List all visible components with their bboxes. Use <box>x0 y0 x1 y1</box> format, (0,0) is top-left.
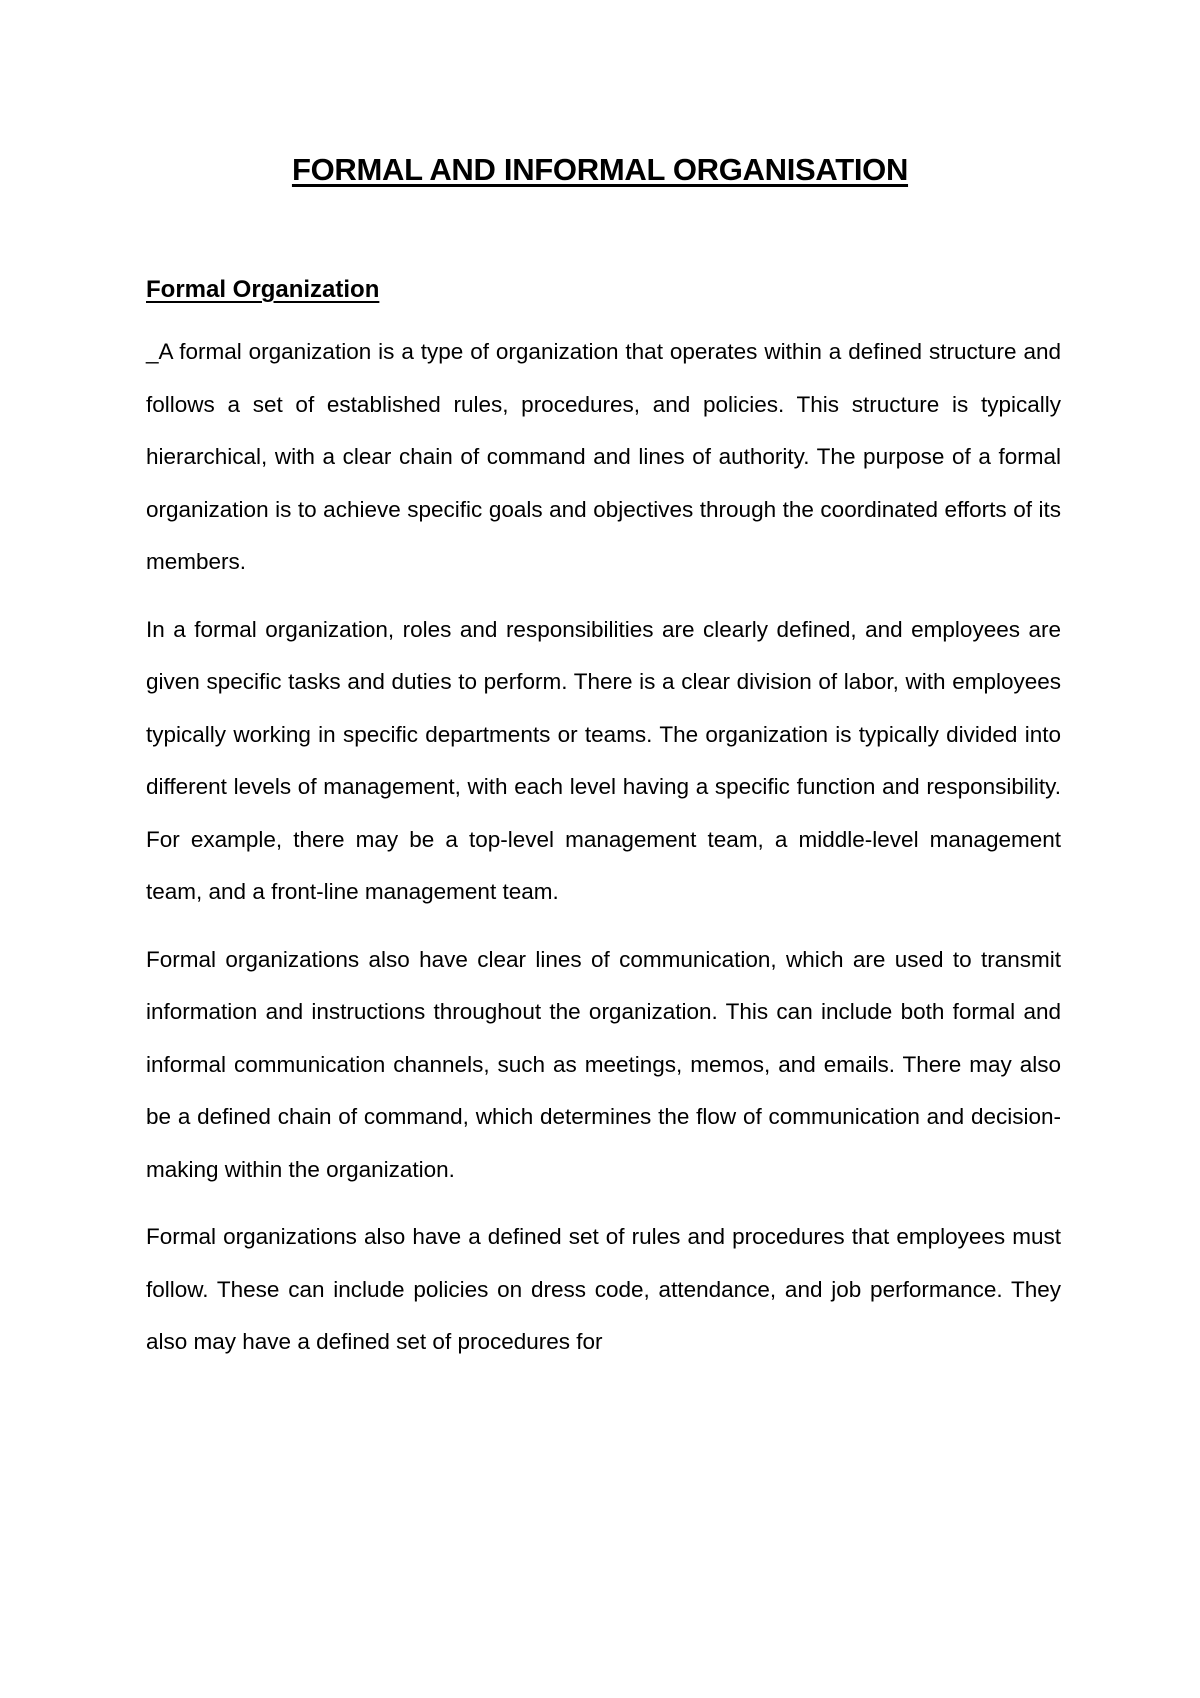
section-heading-formal-organization: Formal Organization <box>146 276 380 303</box>
document-title: FORMAL AND INFORMAL ORGANISATION <box>291 152 909 187</box>
paragraph-definition: _A formal organization is a type of organization that operates within a defined structure and follows a set of established rules, procedures, and policies. This structure is typically hierarchical, with a clear chain of command and lines of authority. The purpose of a formal organization is to achieve specific goals and objectives through the coordinated efforts of its members. <box>146 339 1061 574</box>
paragraph-communication: Formal organizations also have clear lines of communication, which are used to transmit information and instructions throughout the organization. This can include both formal and informal communication channels, such as meetings, memos, and emails. There may also be a defined chain of command, which determines the flow of communication and decision-making within the organization. <box>146 946 1061 1182</box>
document-body <box>146 272 1061 1384</box>
paragraph-roles: In a formal organization, roles and responsibilities are clearly defined, and employees are given specific tasks and duties to perform. There is a clear division of labor, with employees typically working in specific departments or teams. The organization is typically divided into different levels of management, with each level having a specific function and responsibility. For example, there may be a top-level management team, a middle-level management team, and a front-line management team. <box>146 616 1061 904</box>
paragraph-rules: Formal organizations also have a defined set of rules and procedures that employees must follow. These can include policies on dress code, attendance, and job performance. They also may have a defined set of procedures for <box>146 1224 1061 1354</box>
